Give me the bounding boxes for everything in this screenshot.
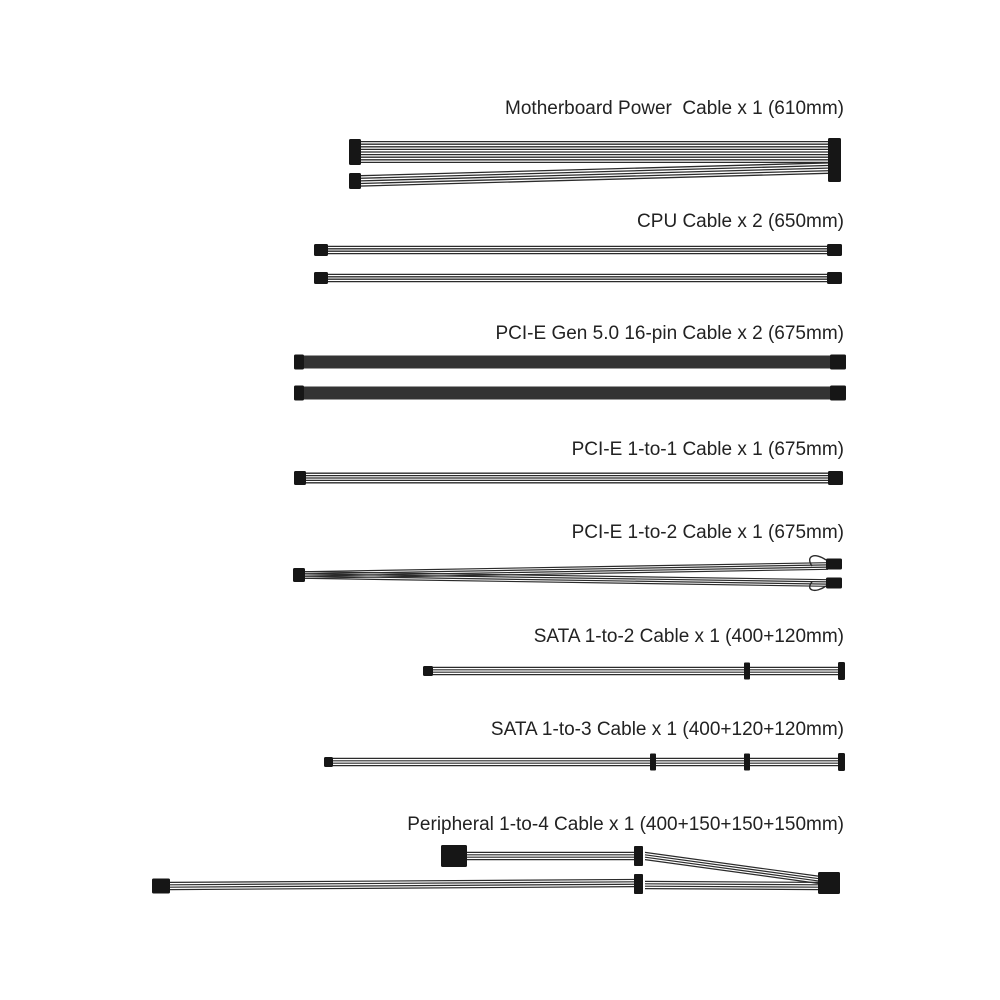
connector (838, 662, 845, 680)
connector (818, 872, 840, 894)
cable-label-pcie-1to2: PCI-E 1-to-2 Cable x 1 (675mm) (571, 522, 844, 543)
connector (294, 355, 304, 370)
connector (838, 753, 845, 771)
sata-1to3-cable-image (324, 753, 845, 771)
cable-label-motherboard: Motherboard Power Cable x 1 (610mm) (505, 98, 844, 119)
connector (828, 471, 843, 485)
connector (293, 568, 305, 582)
cable-sleeve (744, 663, 750, 680)
pcie-1to2-cable-image (293, 556, 842, 591)
cable-wire (645, 886, 820, 887)
cable-label-cpu: CPU Cable x 2 (650mm) (637, 211, 844, 232)
cable-bundle (300, 356, 833, 369)
connector (349, 139, 361, 165)
connector (294, 386, 304, 401)
connector (830, 386, 846, 401)
cable-label-pcie-gen5: PCI-E Gen 5.0 16-pin Cable x 2 (675mm) (495, 323, 844, 344)
connector (152, 879, 170, 894)
cable-sleeve (744, 754, 750, 771)
cable-label-pcie-1to1: PCI-E 1-to-1 Cable x 1 (675mm) (571, 439, 844, 460)
pcie-gen5-cable-image (294, 355, 846, 401)
connector (827, 272, 842, 284)
cable-wire (645, 884, 820, 885)
cable-label-sata-1to2: SATA 1-to-2 Cable x 1 (400+120mm) (533, 626, 844, 647)
connector (314, 244, 328, 256)
cable-wire (645, 855, 820, 879)
connector (830, 355, 846, 370)
cable-sleeve (650, 754, 656, 771)
connector (441, 845, 467, 867)
cable-bundle (300, 387, 833, 400)
cable-wire (645, 857, 820, 881)
connector (826, 578, 842, 589)
cable-label-peripheral-1to4: Peripheral 1-to-4 Cable x 1 (400+150+150+150mm) (407, 814, 844, 835)
connector (827, 244, 842, 256)
peripheral-1to4-cable-image (152, 845, 840, 894)
connector (314, 272, 328, 284)
motherboard-cable-image (349, 138, 841, 189)
cable-wire (645, 852, 820, 876)
cpu-cable-image (314, 244, 842, 284)
connector (349, 173, 361, 189)
cable-sleeve (634, 846, 643, 866)
cable-wire (645, 881, 820, 882)
pcie-1to1-cable-image (294, 471, 843, 485)
connector (828, 138, 841, 182)
cable-sleeve (634, 874, 643, 894)
sata-1to2-cable-image (423, 662, 845, 680)
connector (423, 666, 433, 676)
cable-wire (645, 860, 820, 884)
cable-label-sata-1to3: SATA 1-to-3 Cable x 1 (400+120+120mm) (490, 719, 844, 740)
cable-wire (645, 889, 820, 890)
connector (826, 559, 842, 570)
connector (324, 757, 333, 767)
connector (294, 471, 306, 485)
